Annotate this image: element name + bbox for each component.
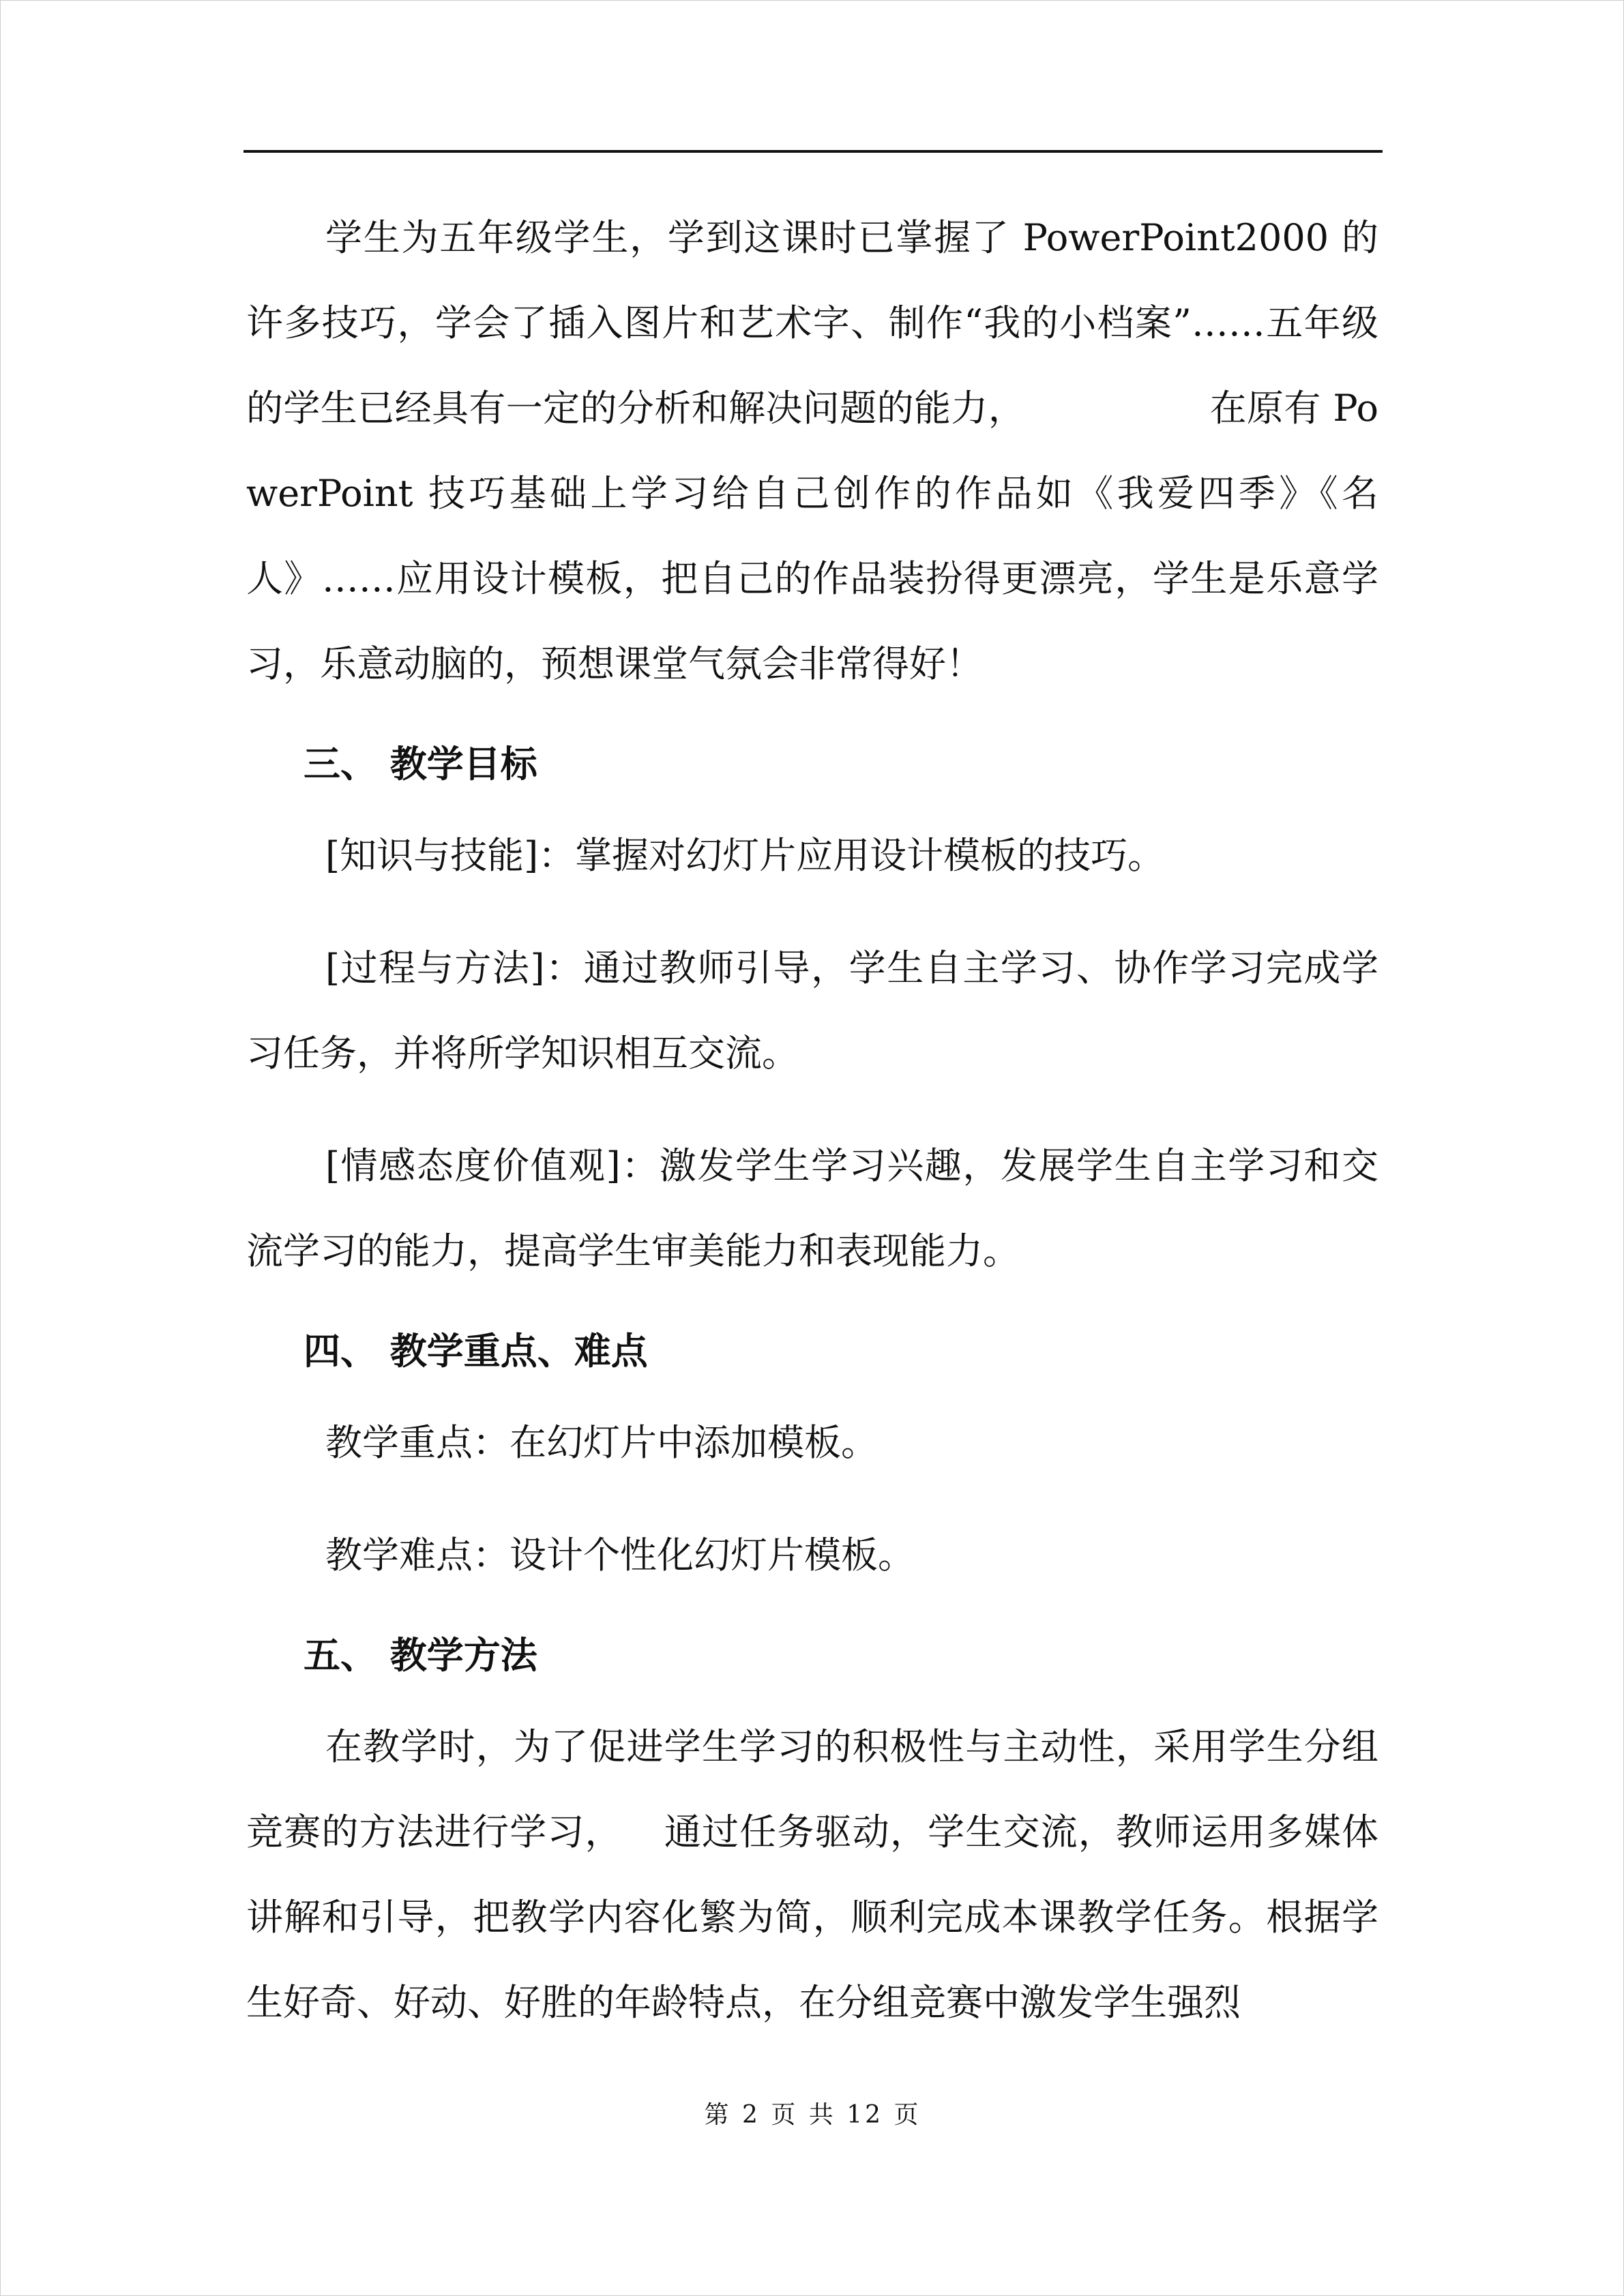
goal-emotion: [情感态度价值观]：激发学生学习兴趣，发展学生自主学习和交流学习的能力，提高学生审美能力和表现能力。 — [246, 1144, 1378, 1272]
page-number-footer: 第 2 页 共 12 页 — [704, 2101, 921, 2129]
section-heading-goals: 三、 教学目标 — [304, 743, 537, 786]
section-teaching-goals — [246, 734, 1378, 1294]
method-paragraph — [246, 1704, 1378, 2045]
section-teaching-method — [246, 1625, 1378, 2045]
student-analysis-text-a: 学生为五年级学生，学到这课时已掌握了 PowerPoint2000 的许多技巧，学会了插入图片和艺术字、制作“我的小档案”……五年级的学生已经具有一定的分析和解决问题的能力， — [246, 216, 1378, 430]
method-text-a: 在教学时，为了促进学生学习的积极性与主动性，采用学生分组竞赛的方法进行学习， — [246, 1725, 1378, 1853]
goal-process: [过程与方法]：通过教师引导，学生自主学习、协作学习完成学习任务，并将所学知识相互交流。 — [246, 946, 1378, 1075]
section-heading-method: 五、 教学方法 — [304, 1634, 537, 1677]
method-text-b: 通过任务驱动，学生交流，教师运用多媒体讲解和引导，把教学内容化繁为简，顺利完成本课教学任务。根据学生好奇、好动、好胜的年龄特点，在分组竞赛中激发学生强烈 — [246, 1810, 1379, 2024]
header-rule — [243, 150, 1383, 153]
student-analysis-text-b: 在原有 PowerPoint 技巧基础上学习给自己创作的作品如《我爱四季》《名人》……应用设计模板，把自己的作品装扮得更漂亮，学生是乐意学习，乐意动脑的，预想课堂气氛会非常得好！ — [246, 387, 1378, 685]
difficulty-line: 教学难点：设计个性化幻灯片模板。 — [325, 1534, 915, 1577]
student-analysis-paragraph — [246, 195, 1378, 706]
section-key-points — [246, 1321, 1378, 1598]
goal-knowledge: [知识与技能]：掌握对幻灯片应用设计模板的技巧。 — [325, 834, 1165, 877]
page-content — [246, 195, 1378, 2045]
section-heading-key-points: 四、 教学重点、难点 — [304, 1330, 648, 1373]
key-point-line: 教学重点：在幻灯片中添加模板。 — [325, 1421, 878, 1464]
